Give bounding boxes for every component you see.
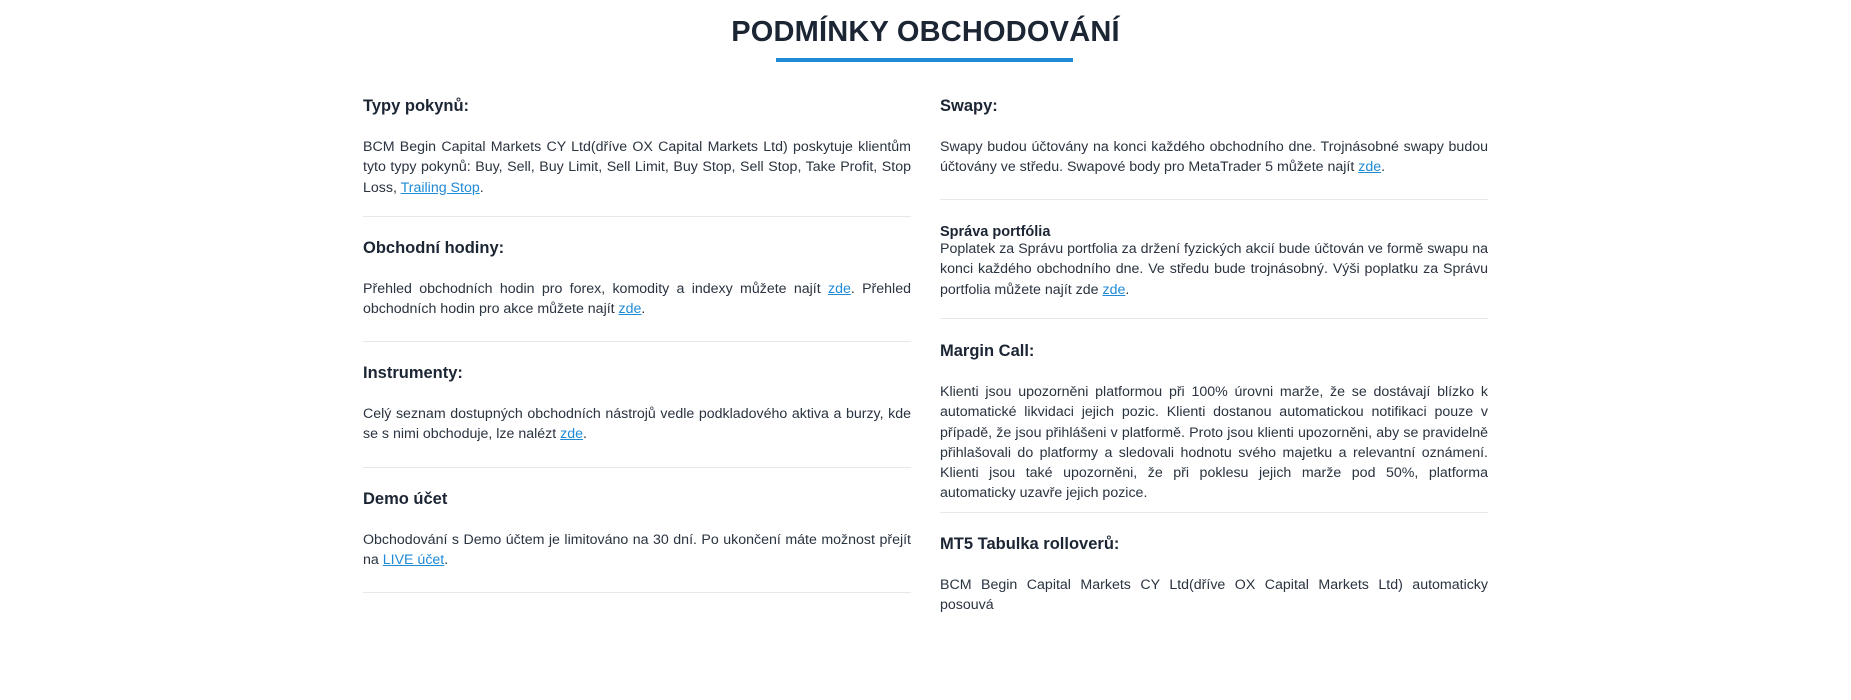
instruments-body: Celý seznam dostupných obchodních nástrojů vedle podkladového aktiva a burzy, kde se s nimi obchoduje, lze nalézt: [363, 406, 911, 443]
rollover-table-title: MT5 Tabulka rolloverů:: [940, 535, 1120, 553]
title-underline: [776, 58, 1073, 62]
portfolio-fee-link[interactable]: zde: [1102, 281, 1126, 298]
order-types-title: Typy pokynů:: [363, 97, 470, 115]
portfolio-management-end: .: [1125, 281, 1130, 298]
swaps-body: Swapy budou účtovány na konci každého obchodního dne. Trojnásobné swapy budou účtovány ve středu. Swapové body pro MetaTrader 5 můžete najít: [940, 139, 1488, 176]
divider: [940, 199, 1488, 200]
instruments-end: .: [583, 426, 587, 443]
demo-account-body: Obchodování s Demo účtem je limitováno na 30 dní. Po ukončení máte možnost přejít na: [363, 532, 911, 569]
swaps-title: Swapy:: [940, 97, 998, 115]
trailing-stop-link[interactable]: Trailing Stop: [400, 179, 480, 196]
margin-call-title: Margin Call:: [940, 342, 1035, 360]
trading-hours-title: Obchodní hodiny:: [363, 239, 505, 257]
page-title: PODMÍNKY OBCHODOVÁNÍ: [731, 16, 1120, 48]
swap-points-link[interactable]: zde: [1358, 159, 1382, 176]
live-account-link[interactable]: LIVE účet: [382, 552, 445, 569]
divider: [940, 512, 1488, 513]
portfolio-management-text: [940, 239, 1488, 300]
trading-hours-end: .: [641, 301, 646, 318]
rollover-table-text: BCM Begin Capital Markets CY Ltd(dříve OX Capital Markets Ltd) automaticky posouvá: [940, 577, 1488, 614]
title-wrap: [0, 16, 1851, 49]
portfolio-management-body: Poplatek za Správu portfolia za držení fyzických akcií bude účtován ve formě swapu na konci každého obchodního dne. Ve středu bude trojnásobný. Výši poplatku za Správu portfolia můžete najít zde: [940, 241, 1488, 298]
portfolio-management-title: Správa portfólia: [940, 224, 1051, 240]
stock-hours-link[interactable]: zde: [618, 301, 642, 318]
order-types-body: BCM Begin Capital Markets CY Ltd(dříve OX Capital Markets Ltd) poskytuje klientům tyto typy pokynů: Buy, Sell, Buy Limit, Sell Limit, Buy Stop, Sell Stop, Take Profit, Stop Loss,: [363, 139, 911, 196]
divider: [940, 318, 1488, 319]
demo-account-text: [363, 530, 911, 571]
trading-hours-text: [363, 279, 911, 320]
divider: [363, 341, 911, 342]
demo-account-end: .: [444, 552, 449, 569]
demo-account-title: Demo účet: [363, 490, 448, 508]
instruments-title: Instrumenty:: [363, 364, 463, 382]
forex-hours-link[interactable]: zde: [827, 281, 851, 297]
trading-hours-body-1: Přehled obchodních hodin pro forex, komodity a indexy můžete najít: [363, 281, 828, 297]
swaps-end: .: [1381, 159, 1386, 176]
divider: [363, 592, 911, 593]
swaps-text: [940, 137, 1488, 178]
divider: [363, 467, 911, 468]
trading-hours-body-2: . Přehled obchodních hodin pro akce můžete najít: [363, 281, 911, 318]
divider: [363, 216, 911, 217]
instruments-text: [363, 404, 911, 445]
order-types-text: [363, 137, 911, 198]
margin-call-text: Klienti jsou upozorněni platformou při 100% úrovni marže, že se dostávají blízko k automatické likvidaci jejich pozic. Klienti dostanou automatickou notifikaci pouze v případě, že jsou přihlášeni v platformě. Proto jsou klienti upozorněni, aby se pravidelně přihlašovali do platformy a sledovali hodnotu svého majetku a relevantní oznámení. Klienti jsou také upozorněni, že při poklesu jejich marže pod 50%, platforma automaticky uzavře jejich pozice.: [940, 384, 1488, 502]
instruments-link[interactable]: zde: [560, 426, 584, 443]
order-types-end: .: [479, 179, 484, 196]
